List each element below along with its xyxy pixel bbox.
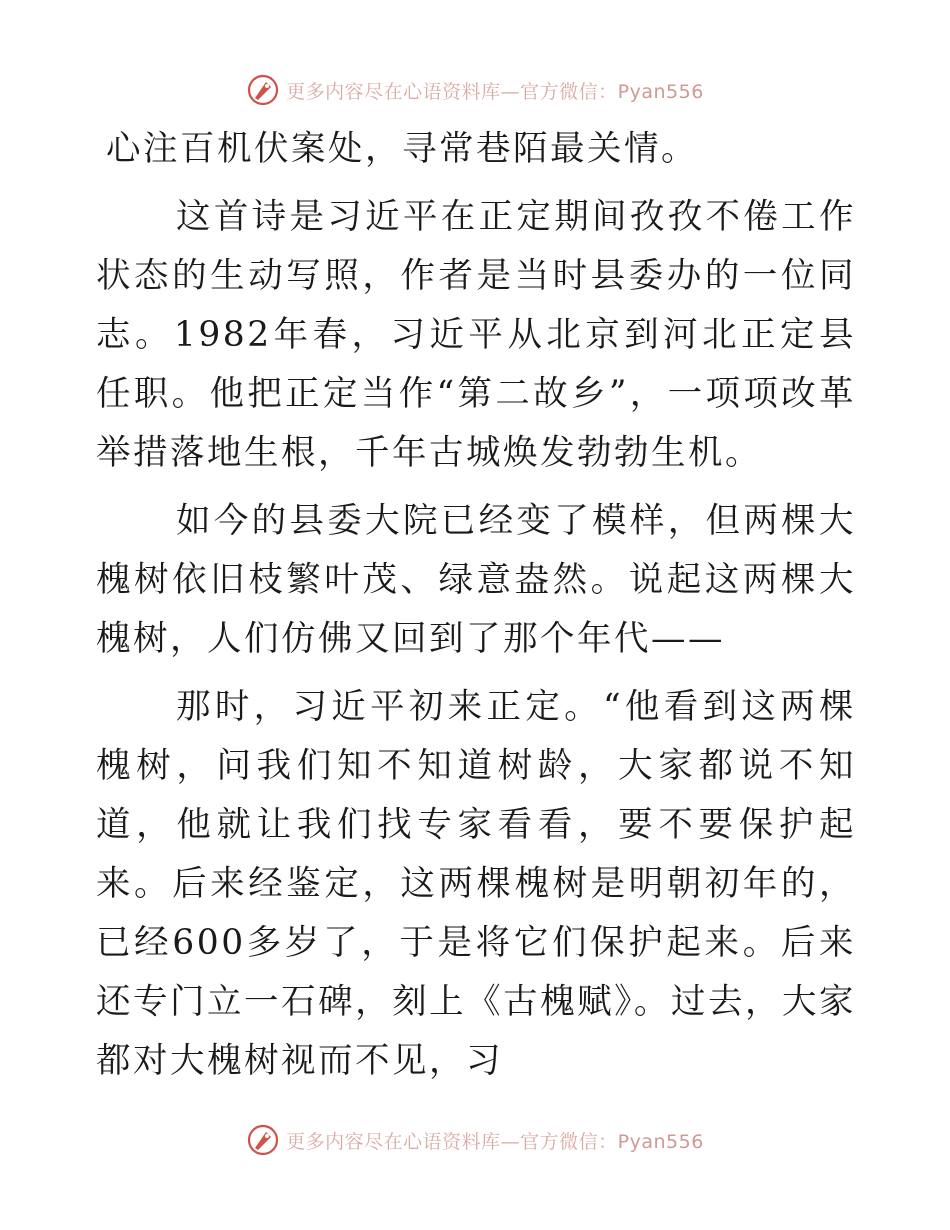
- paragraph-4: 那时，习近平初来正定。“他看到这两棵槐树，问我们知不知道树龄，大家都说不知道，他就让我们找专家看看，要不要保护起来。后来经鉴定，这两棵槐树是明朝初年的，已经600多岁了，于是将它们保护起来。后来还专门立一石碑，刻上《古槐赋》。过去，大家都对大槐树视而不见，习: [96, 687, 856, 1081]
- header-watermark-banner: [0, 70, 950, 110]
- watermark-text: 更多内容尽在心语资料库—官方微信：Pyan556: [286, 80, 704, 103]
- pen-nib-logo-icon: [246, 1123, 280, 1157]
- wechat-id: Pyan556: [617, 80, 704, 103]
- watermark-text: 更多内容尽在心语资料库—官方微信：Pyan556: [286, 1130, 704, 1153]
- wechat-id: Pyan556: [617, 1130, 704, 1153]
- pen-nib-logo-icon: [246, 73, 280, 107]
- document-body: [96, 120, 856, 1100]
- paragraph-1: 心注百机伏案处，寻常巷陌最关情。: [106, 129, 698, 169]
- paragraph-3: 如今的县委大院已经变了模样，但两棵大槐树依旧枝繁叶茂、绿意盎然。说起这两棵大槐树，人们仿佛又回到了那个年代——: [96, 501, 856, 659]
- footer-watermark-banner: [0, 1120, 950, 1160]
- paragraph-2: 这首诗是习近平在正定期间孜孜不倦工作状态的生动写照，作者是当时县委办的一位同志。1982年春，习近平从北京到河北正定县任职。他把正定当作“第二故乡”，一项项改革举措落地生根，千年古城焕发勃勃生机。: [96, 197, 856, 473]
